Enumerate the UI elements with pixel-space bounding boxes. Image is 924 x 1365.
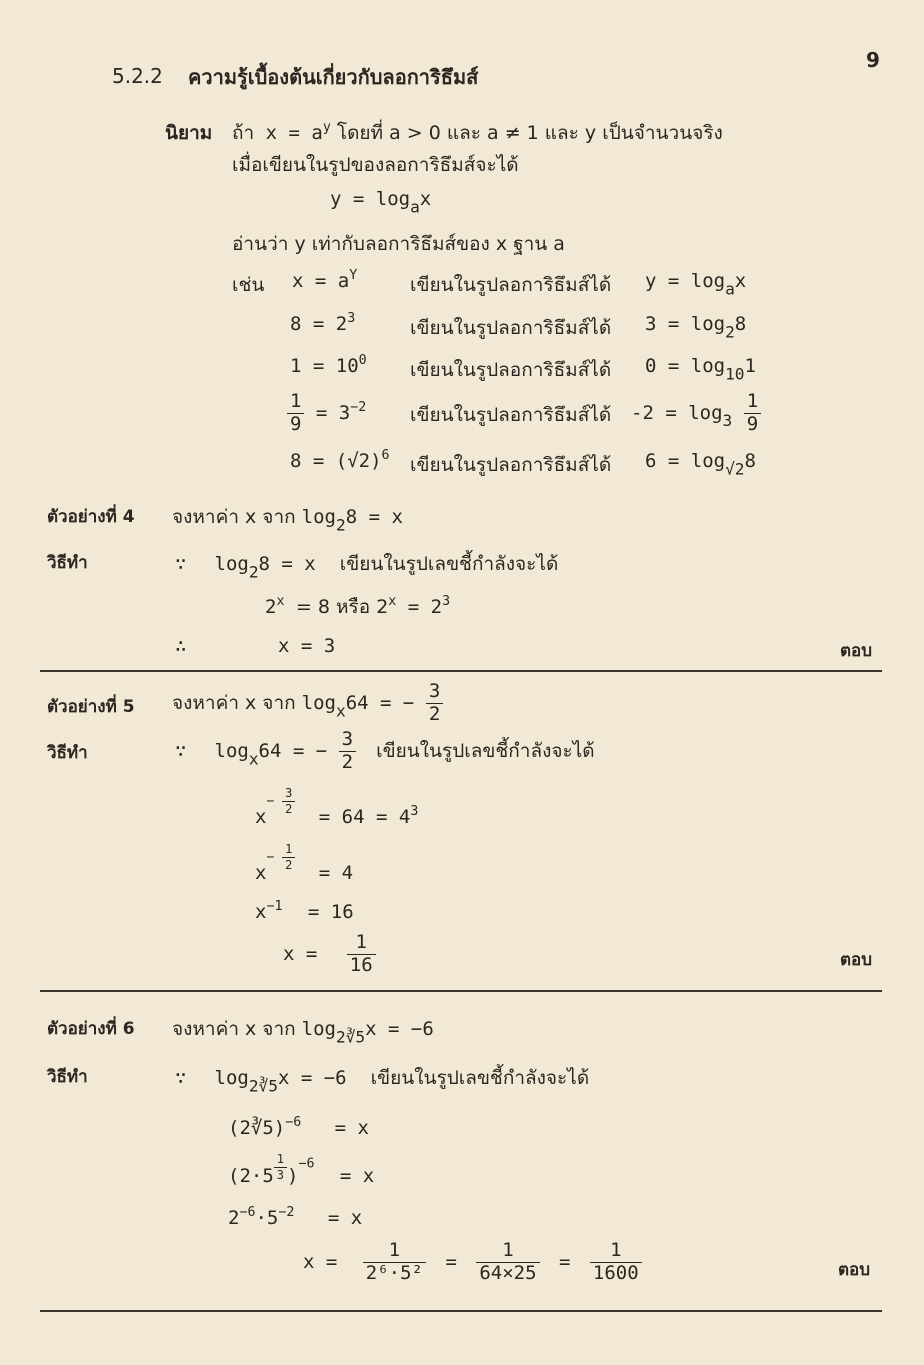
example-5-step-5: x = $\frac{1}{16}$ <box>283 933 376 976</box>
section-title: ความรู้เบื้องต้นเกี่ยวกับลอการิธึมส์ <box>188 65 479 89</box>
example-item-4-left: $\frac{1}{9}$ = $3^{-2}$ <box>287 392 366 435</box>
divider <box>40 1310 882 1312</box>
divider <box>40 990 882 992</box>
example-item-5-right: $6 = \log_{√2}8$ <box>645 450 756 479</box>
example-5-answer: ตอบ <box>840 950 873 970</box>
example-4-problem: จงหาค่า x จาก $\log_28 = x$ <box>172 506 403 535</box>
divider <box>40 670 882 672</box>
section-number: 5.2.2 <box>112 64 163 88</box>
example-item-1-text: เขียนในรูปลอการิธึมส์ได้ <box>410 274 612 296</box>
example-item-2-left: $8 = 2^3$ <box>290 311 356 335</box>
definition-label: นิยาม <box>165 122 213 144</box>
definition-line-2: เมื่อเขียนในรูปของลอการิธึมส์จะได้ <box>232 154 519 176</box>
example-6-step-1: ∵ $\log_{2∛5}x = -6$ เขียนในรูปเลขชี้กำลังจะได้ <box>175 1067 590 1096</box>
example-5-solution-label: วิธีทำ <box>47 743 88 763</box>
example-6-step-3: (2·5 $\frac{1}{3}$ )$^{-6}$ = x <box>228 1152 375 1187</box>
example-item-4-text: เขียนในรูปลอการิธึมส์ได้ <box>410 404 612 426</box>
definition-formula <box>330 188 432 217</box>
example-item-5-left: $8 = (√2)^6$ <box>290 448 390 472</box>
definition-x-equals: ถ้า x = a <box>232 122 323 144</box>
formula-base: a <box>410 197 420 217</box>
example-6-problem: จงหาค่า x จาก $\log_{2∛5}x = -6$ <box>172 1018 434 1047</box>
definition-condition: โดยที่ a > 0 และ a ≠ 1 และ y เป็นจำนวนจริง <box>336 122 723 144</box>
formula-log: y = log <box>330 188 411 210</box>
example-5-step-3: x− $\frac{1}{2}$ = 4 <box>255 842 354 884</box>
example-6-step-2: (2∛5)$^{-6}$ = x <box>228 1115 369 1139</box>
fraction-one-ninth-right: $\frac{1}{9}$ <box>744 392 761 435</box>
example-5-problem: จงหาค่า x จาก $\log_x64$ = − $\frac{3}{2}$ <box>172 682 443 725</box>
example-item-2-text: เขียนในรูปลอการิธึมส์ได้ <box>410 317 612 339</box>
example-4-step-2: 2$^x$ = 8 หรือ $2^x = 2^3$ <box>265 594 451 618</box>
example-item-1-left: $x = a^Y$ <box>292 268 358 292</box>
example-5-step-4: $x^{-1} = 16$ <box>255 899 354 923</box>
example-4-step-3: x = 3 <box>278 635 336 657</box>
example-5-step-1: ∵ $\log_x64$ = − $\frac{3}{2}$ เขียนในรูปเลขชี้กำลังจะได้ <box>175 728 595 773</box>
example-4-label: ตัวอย่างที่ 4 <box>47 507 135 527</box>
example-item-5-text: เขียนในรูปลอการิธึมส์ได้ <box>410 454 612 476</box>
example-item-1-right: $y = \log_ax$ <box>645 270 747 299</box>
example-6-answer: ตอบ <box>838 1260 871 1280</box>
example-4-solution-label: วิธีทำ <box>47 553 88 573</box>
example-6-step-4: $2^{-6}\cdot 5^{-2} = x$ <box>228 1205 363 1229</box>
example-item-2-right: $3 = \log_28$ <box>645 313 747 342</box>
definition-exponent: y <box>322 120 331 136</box>
example-4-answer: ตอบ <box>840 641 873 661</box>
examples-label: เช่น <box>232 274 265 296</box>
example-item-3-text: เขียนในรูปลอการิธึมส์ได้ <box>410 359 612 381</box>
example-6-step-5: x = $\frac{1}{\text{2⁶·5²}}$ = $\frac{1}{64\times 25}$ = $\frac{1}{1600}$ <box>303 1241 642 1284</box>
example-4-step-1: ∵ $\log_28 = x$ เขียนในรูปเลขชี้กำลังจะได้ <box>175 553 559 582</box>
page-number: 9 <box>866 48 880 72</box>
example-5-step-2: x− $\frac{3}{2}$ = $64 = 4^3$ <box>255 786 419 828</box>
example-5-label: ตัวอย่างที่ 5 <box>47 697 135 717</box>
example-item-3-right: $0 = \log_{10}1$ <box>645 355 756 384</box>
fraction-one-ninth: $\frac{1}{9}$ <box>287 392 304 435</box>
example-6-label: ตัวอย่างที่ 6 <box>47 1019 135 1039</box>
definition-line-3: อ่านว่า y เท่ากับลอการิธึมส์ของ x ฐาน a <box>232 233 565 255</box>
because-symbol: ∵ <box>175 553 187 575</box>
example-6-solution-label: วิธีทำ <box>47 1067 88 1087</box>
definition-line-1 <box>232 118 723 148</box>
example-item-3-left: $1 = 10^0$ <box>290 353 367 377</box>
formula-arg: x <box>419 188 432 210</box>
therefore-symbol: ∴ <box>175 635 187 657</box>
example-item-4-right: $-2 = \log_3$ $\frac{1}{9}$ <box>631 392 761 435</box>
